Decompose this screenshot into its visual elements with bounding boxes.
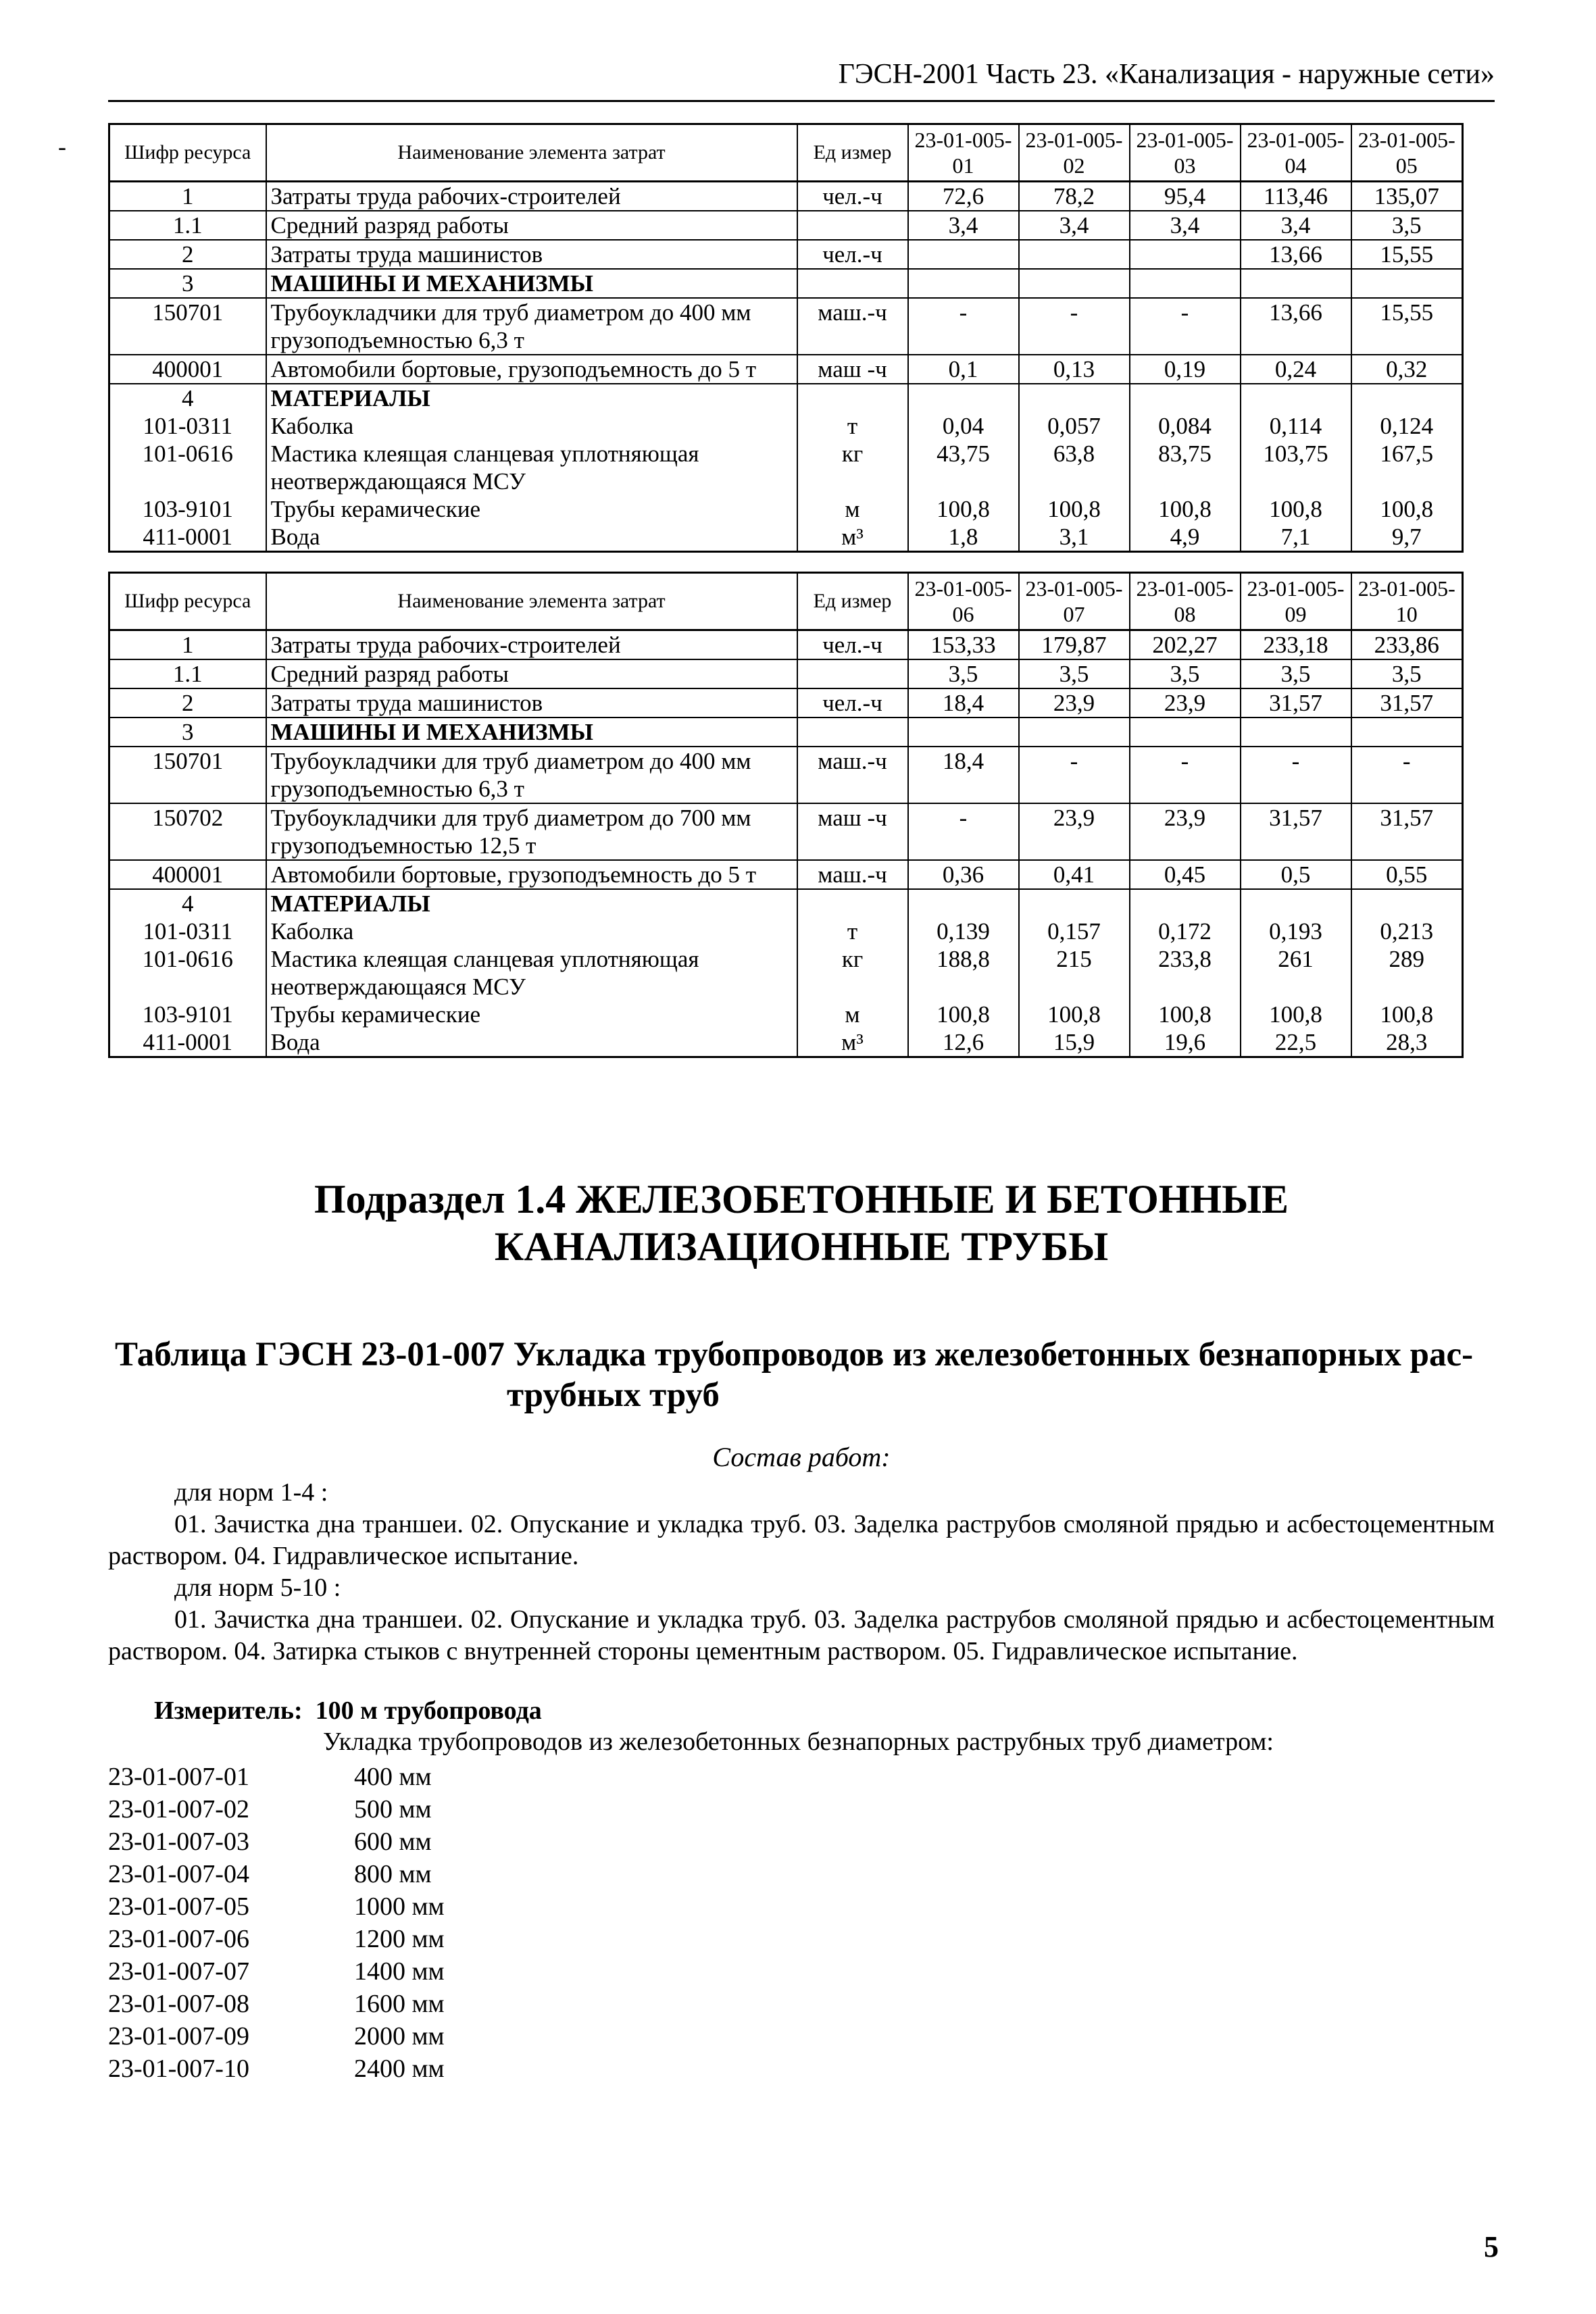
norm-diameter: 1000 мм [354,1892,445,1921]
norm-code: 23-01-007-01 [108,1763,249,1791]
norm-value: 0,36 [908,860,1019,889]
norm-value: 23,9 [1130,803,1241,860]
norms-intro: Укладка трубопроводов из железобетонных безнапорных раструбных труб диаметром: [323,1728,1274,1756]
element-name: Трубы керамические [266,1001,797,1028]
header-norm-code: 23-01-005-03 [1130,124,1241,182]
resource-table-005-01-05 [108,123,1464,553]
section-row [109,889,1463,917]
norm-code: 23-01-007-05 [108,1892,249,1921]
unit: м [797,1001,908,1028]
norm-value: 3,5 [1351,659,1463,688]
resource-code: 1.1 [109,211,266,240]
norm-value: 0,139 [908,917,1019,945]
meter [154,1696,542,1726]
resource-code: 101-0311 [109,412,266,440]
norm-value: 215 [1019,945,1130,1001]
norm-value: 3,5 [1019,659,1130,688]
element-name: Трубы керамические [266,495,797,523]
header-unit: Ед измер [797,573,908,630]
norm-value [1019,384,1130,412]
table-title-line: Таблица ГЭСН 23-01-007 Укладка трубопроводов из железобетонных безнапорных рас- [115,1336,1474,1374]
norm-value: 100,8 [1019,495,1130,523]
element-name: МАШИНЫ И МЕХАНИЗМЫ [266,269,797,298]
unit: чел.-ч [797,182,908,211]
norm-list [108,1761,445,2085]
header-norm-code: 23-01-005-09 [1241,573,1351,630]
norm-value: 103,75 [1241,440,1351,495]
table-title-line: трубных труб [507,1376,720,1414]
unit: чел.-ч [797,630,908,660]
subsection-title-line: Подраздел 1.4 ЖЕЛЕЗОБЕТОННЫЕ И БЕТОННЫЕ [314,1177,1289,1222]
norm-value: 0,5 [1241,860,1351,889]
norm-value [908,718,1019,747]
norm-row [108,1826,445,1858]
unit: маш -ч [797,355,908,384]
norm-value: 3,5 [1351,211,1463,240]
norm-value [1351,384,1463,412]
norm-value: 261 [1241,945,1351,1001]
element-name: Автомобили бортовые, грузоподъемность до 5 т [266,860,797,889]
norm-value: 31,57 [1241,803,1351,860]
norm-value: 3,4 [1019,211,1130,240]
norm-value [1241,718,1351,747]
element-name: Затраты труда рабочих-строителей [266,630,797,660]
unit [797,269,908,298]
norm-value: 3,4 [908,211,1019,240]
header-norm-code: 23-01-005-07 [1019,573,1130,630]
norm-value: 28,3 [1351,1028,1463,1057]
element-name: МАШИНЫ И МЕХАНИЗМЫ [266,718,797,747]
norm-value: 3,4 [1241,211,1351,240]
norm-value [1130,889,1241,917]
norm-value [1241,384,1351,412]
norm-diameter: 600 мм [354,1828,432,1856]
element-name: МАТЕРИАЛЫ [266,384,797,412]
norm-value: 233,18 [1241,630,1351,660]
norm-value [908,889,1019,917]
norm-value [1019,718,1130,747]
norm-value: 72,6 [908,182,1019,211]
table-row [109,523,1463,552]
running-header: ГЭСН-2001 Часть 23. «Канализация - наружные сети» [108,58,1495,102]
section-row [109,240,1463,269]
header-resource-code: Шифр ресурса [109,573,266,630]
header-norm-code: 23-01-005-05 [1351,124,1463,182]
header-unit: Ед измер [797,124,908,182]
norms-1-4-text: 01. Зачистка дна траншеи. 02. Опускание и укладка труб. 03. Заделка раструбов смоляной прядью и асбестоцементным раствором. 04. Гидравлическое испытание. [108,1510,1495,1570]
norm-row [108,2053,445,2085]
norm-value: 43,75 [908,440,1019,495]
element-name: Каболка [266,917,797,945]
element-name: Затраты труда машинистов [266,240,797,269]
norm-value: 100,8 [908,1001,1019,1028]
unit [797,211,908,240]
norm-value: 78,2 [1019,182,1130,211]
resource-code: 4 [109,889,266,917]
norm-value: 0,193 [1241,917,1351,945]
norm-value: 22,5 [1241,1028,1351,1057]
subsection-title [108,1176,1495,1270]
header-element-name: Наименование элемента затрат [266,573,797,630]
norm-value [1130,718,1241,747]
norm-value: 0,084 [1130,412,1241,440]
element-name: Трубоукладчики для труб диаметром до 700 мм грузоподъемностью 12,5 т [266,803,797,860]
norm-value: 0,1 [908,355,1019,384]
resource-code: 4 [109,384,266,412]
section-row [109,688,1463,718]
norm-value: 113,46 [1241,182,1351,211]
norm-diameter: 800 мм [354,1860,432,1888]
norm-value: 13,66 [1241,298,1351,355]
norm-value: 233,86 [1351,630,1463,660]
norm-row [108,1988,445,2020]
unit [797,889,908,917]
section-row [109,355,1463,384]
element-name: Каболка [266,412,797,440]
norm-row [108,1793,445,1826]
norm-value: 3,5 [1241,659,1351,688]
resource-table-005-06-10 [108,572,1464,1058]
norm-value: 9,7 [1351,523,1463,552]
norm-diameter: 1200 мм [354,1925,445,1953]
norm-value [1241,889,1351,917]
header-norm-code: 23-01-005-06 [908,573,1019,630]
table-row [109,659,1463,688]
norm-diameter: 2000 мм [354,2022,445,2051]
norm-value: 0,19 [1130,355,1241,384]
norm-value: 19,6 [1130,1028,1241,1057]
resource-code: 400001 [109,860,266,889]
unit: кг [797,440,908,495]
resource-code: 2 [109,688,266,718]
element-name: Трубоукладчики для труб диаметром до 400 мм грузоподъемностью 6,3 т [266,298,797,355]
element-name: МАТЕРИАЛЫ [266,889,797,917]
norm-code: 23-01-007-08 [108,1990,249,2018]
header-element-name: Наименование элемента затрат [266,124,797,182]
norm-value [908,240,1019,269]
norm-value: 3,5 [908,659,1019,688]
unit: маш.-ч [797,860,908,889]
norm-code: 23-01-007-07 [108,1957,249,1986]
header-resource-code: Шифр ресурса [109,124,266,182]
norm-value [1130,269,1241,298]
norm-value: 18,4 [908,688,1019,718]
norms-5-10-label: для норм 5-10 : [174,1574,341,1602]
element-name: Автомобили бортовые, грузоподъемность до 5 т [266,355,797,384]
norm-value: 100,8 [1351,1001,1463,1028]
norm-value [1351,889,1463,917]
norm-row [108,2020,445,2053]
norm-value: 3,1 [1019,523,1130,552]
norm-value: 95,4 [1130,182,1241,211]
norm-value: 0,057 [1019,412,1130,440]
norm-code: 23-01-007-10 [108,2055,249,2083]
norm-value: 0,13 [1019,355,1130,384]
table-row [109,495,1463,523]
norm-value: 233,8 [1130,945,1241,1001]
norm-value: 202,27 [1130,630,1241,660]
norm-value: 0,114 [1241,412,1351,440]
norm-value: 12,6 [908,1028,1019,1057]
norm-row [108,1761,445,1793]
header-norm-code: 23-01-005-01 [908,124,1019,182]
norm-value: 0,55 [1351,860,1463,889]
unit: м³ [797,523,908,552]
norm-value: 0,213 [1351,917,1463,945]
norm-value: 15,55 [1351,298,1463,355]
resource-code: 150701 [109,298,266,355]
norm-value [1019,269,1130,298]
norm-value: 100,8 [1241,1001,1351,1028]
norm-diameter: 1600 мм [354,1990,445,2018]
resource-code: 3 [109,269,266,298]
header-norm-code: 23-01-005-02 [1019,124,1130,182]
norm-value [1019,889,1130,917]
norm-value: 135,07 [1351,182,1463,211]
norm-value: 13,66 [1241,240,1351,269]
norm-value [1351,718,1463,747]
section-row [109,718,1463,747]
section-row [109,803,1463,860]
table-title [115,1334,1493,1415]
norm-value: 100,8 [1130,495,1241,523]
meter-label: Измеритель: [154,1696,303,1725]
unit: маш.-ч [797,747,908,803]
norm-value: - [1130,298,1241,355]
norm-value: 100,8 [1241,495,1351,523]
norms-5-10-text: 01. Зачистка дна траншеи. 02. Опускание и укладка труб. 03. Заделка раструбов смоляной прядью и асбестоцементным раствором. 04. Затирка стыков с внутренней стороны цементным раствором. 05. Гидравлическое испытание. [108,1605,1495,1665]
section-row [109,860,1463,889]
subsection-title-line: КАНАЛИЗАЦИОННЫЕ ТРУБЫ [494,1224,1109,1269]
norm-value: 289 [1351,945,1463,1001]
resource-code: 103-9101 [109,1001,266,1028]
norm-value: 3,4 [1130,211,1241,240]
table-row [109,1001,1463,1028]
header-norm-code: 23-01-005-08 [1130,573,1241,630]
resource-code: 101-0311 [109,917,266,945]
table-row [109,211,1463,240]
norm-code: 23-01-007-09 [108,2022,249,2051]
norm-value: 0,172 [1130,917,1241,945]
norm-value [908,384,1019,412]
norm-value: 0,157 [1019,917,1130,945]
norm-value: - [908,803,1019,860]
element-name: Мастика клеящая сланцевая уплотняющая неотверждающаяся МСУ [266,440,797,495]
norm-diameter: 1400 мм [354,1957,445,1986]
norm-value: 153,33 [908,630,1019,660]
page-number: 5 [1484,2230,1499,2263]
unit [797,659,908,688]
norm-value: 18,4 [908,747,1019,803]
norm-code: 23-01-007-03 [108,1828,249,1856]
header-norm-code: 23-01-005-10 [1351,573,1463,630]
unit: т [797,917,908,945]
meter-value: 100 м трубопровода [315,1696,542,1725]
norm-value: 179,87 [1019,630,1130,660]
norm-value: 63,8 [1019,440,1130,495]
table-row [109,945,1463,1001]
element-name: Затраты труда машинистов [266,688,797,718]
norm-row [108,1890,445,1923]
norm-value: 23,9 [1130,688,1241,718]
norm-value: 188,8 [908,945,1019,1001]
element-name: Средний разряд работы [266,211,797,240]
resource-code: 411-0001 [109,523,266,552]
unit: кг [797,945,908,1001]
unit: чел.-ч [797,688,908,718]
unit: чел.-ч [797,240,908,269]
element-name: Трубоукладчики для труб диаметром до 400 мм грузоподъемностью 6,3 т [266,747,797,803]
resource-code: 101-0616 [109,440,266,495]
resource-code: 411-0001 [109,1028,266,1057]
unit: м³ [797,1028,908,1057]
norm-value: 15,55 [1351,240,1463,269]
norm-value: 31,57 [1351,688,1463,718]
resource-code: 3 [109,718,266,747]
section-row [109,182,1463,211]
norm-value: 167,5 [1351,440,1463,495]
norms-1-4-label: для норм 1-4 : [174,1478,328,1507]
table-row [109,917,1463,945]
element-name: Вода [266,1028,797,1057]
section-row [109,384,1463,412]
norm-value: 31,57 [1241,688,1351,718]
section-row [109,298,1463,355]
norm-row [108,1923,445,1955]
norm-value: 0,41 [1019,860,1130,889]
norm-value: 7,1 [1241,523,1351,552]
unit [797,718,908,747]
norm-value: 1,8 [908,523,1019,552]
norm-code: 23-01-007-06 [108,1925,249,1953]
norm-diameter: 2400 мм [354,2055,445,2083]
table-row [109,412,1463,440]
norm-value: - [1019,298,1130,355]
norm-value: 100,8 [1019,1001,1130,1028]
norm-value: - [1351,747,1463,803]
norm-value [1019,240,1130,269]
norm-value [1130,384,1241,412]
unit [797,384,908,412]
section-row [109,269,1463,298]
norm-value: 23,9 [1019,688,1130,718]
norm-value: 3,5 [1130,659,1241,688]
section-row [109,747,1463,803]
norm-value: 0,24 [1241,355,1351,384]
norm-value: 23,9 [1019,803,1130,860]
resource-code: 400001 [109,355,266,384]
norm-value: 31,57 [1351,803,1463,860]
norm-value [1351,269,1463,298]
norm-diameter: 500 мм [354,1795,432,1823]
norm-value: 100,8 [1351,495,1463,523]
norm-value: - [1241,747,1351,803]
resource-code: 101-0616 [109,945,266,1001]
norm-code: 23-01-007-02 [108,1795,249,1823]
composition-heading: Состав работ: [712,1442,891,1472]
unit: маш.-ч [797,298,908,355]
norm-value: 83,75 [1130,440,1241,495]
resource-code: 2 [109,240,266,269]
norm-value: - [1130,747,1241,803]
resource-code: 150702 [109,803,266,860]
norm-value [1241,269,1351,298]
table-row [109,440,1463,495]
norm-value: 0,124 [1351,412,1463,440]
resource-code: 150701 [109,747,266,803]
element-name: Вода [266,523,797,552]
norm-value: 100,8 [1130,1001,1241,1028]
unit: т [797,412,908,440]
unit: маш -ч [797,803,908,860]
element-name: Средний разряд работы [266,659,797,688]
element-name: Мастика клеящая сланцевая уплотняющая неотверждающаяся МСУ [266,945,797,1001]
section-row [109,630,1463,660]
resource-code: 1 [109,182,266,211]
norm-code: 23-01-007-04 [108,1860,249,1888]
resource-code: 103-9101 [109,495,266,523]
norm-value: 4,9 [1130,523,1241,552]
resource-code: 1.1 [109,659,266,688]
norm-diameter: 400 мм [354,1763,432,1791]
norm-row [108,1858,445,1890]
norm-row [108,1955,445,1988]
norm-value: - [908,298,1019,355]
norm-value: - [1019,747,1130,803]
norm-value [1130,240,1241,269]
norm-value: 100,8 [908,495,1019,523]
norm-value: 0,45 [1130,860,1241,889]
header-norm-code: 23-01-005-04 [1241,124,1351,182]
norm-value [908,269,1019,298]
table-row [109,1028,1463,1057]
element-name: Затраты труда рабочих-строителей [266,182,797,211]
resource-code: 1 [109,630,266,660]
norm-value: 0,04 [908,412,1019,440]
margin-mark: - [58,133,66,160]
norm-value: 0,32 [1351,355,1463,384]
unit: м [797,495,908,523]
norm-value: 15,9 [1019,1028,1130,1057]
